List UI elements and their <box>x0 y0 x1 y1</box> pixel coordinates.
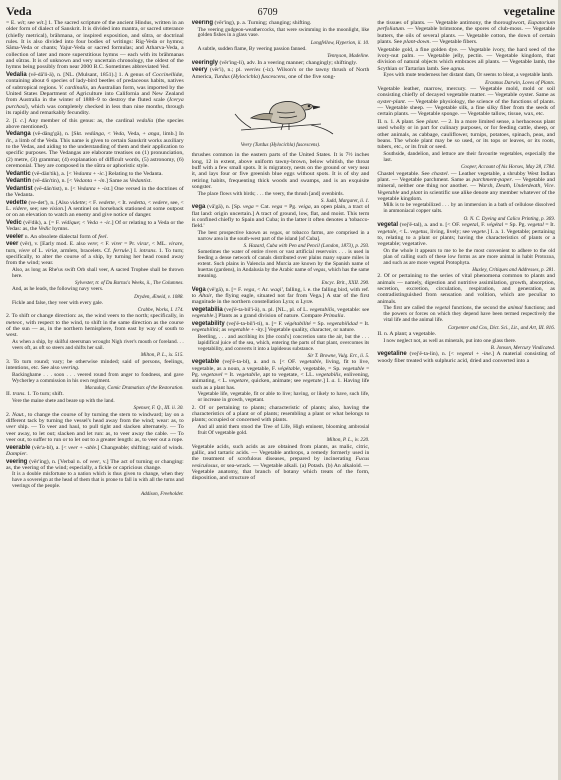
definition-text: On the whole it appears to me to be the most convenient to adhere to the old plan of calling such of these low forms as are more animal in habit Protozoa, and such as are more vegetal Protophyta. <box>383 247 556 266</box>
definition-text: (vē'dik), a. [= F. védique; < Veda + -ic.] Of or relating to a Veda or the Vedas: as, the Vedic hymns. <box>6 219 184 233</box>
entry <box>6 200 184 219</box>
definition-text: S. Hazard, Cuba with Pen and Pencil (London, 1873), p. 293. <box>243 243 370 250</box>
definition-text: Longfellow, Hyperion, ii. 10. <box>310 39 370 46</box>
entry-continuation <box>377 86 555 118</box>
definition-text: 2. To shift or change direction: as, the wind veers to the north; specifically, in meteor., with respect to the wind, to shift in the same direction as the course of the sun — as, in the northern hemisphere, from east by way of south to west. <box>6 313 184 339</box>
headword: vegetability <box>191 320 225 327</box>
entry <box>6 72 184 116</box>
definition-text: II. trans. 1. To turn; shift. <box>6 391 64 398</box>
definition-text: Sir T. Browne, Vulg. Err., ii. 5. <box>307 353 370 360</box>
citation-source <box>6 491 184 497</box>
column-left <box>6 20 184 776</box>
definition-text: (vēr'ing), n. [Verbal n. of veer, v.] The act of turning or changing: as, the veering of the wind; especially, a fickle or capricious change. <box>6 458 184 471</box>
definition-text: Erasmus Darwin, Loves of Plants. <box>485 79 556 86</box>
headword: veering <box>191 20 214 26</box>
definition-text: Milton, P. L., ix. 515. <box>140 352 184 359</box>
headword: Vedanga <box>6 131 31 138</box>
veery-bird-illustration <box>221 84 341 142</box>
definition-text: (vej'ē-tal), a. and n. [< OF. vegetal, F. végétal = Sp. Pg. vegetal = It. vegetale, < L. vegetus, living, lively; see vegete.] I. a. 1. Vegetable; pertaining to, relating to a plant or plants; having the characteristics of plants or a vegetable; vegetative. <box>377 222 556 248</box>
definition-text: Huxley, Critiques and Addresses, p. 281. <box>472 267 556 274</box>
headword: Vedantic <box>6 170 31 177</box>
definition-text: Chastel vegetable. See chastel. — Leather vegetable, a shrubby West Indian plant. — Vegetable parchment. Same as parchment-paper. — Vegetable and mineral, neither one thing nor another. — Warsh, Death, Underdeath, Vice. Vegetable and plant in scientific use alike denote any member whatever of the vegetable kingdom. <box>377 170 556 202</box>
definition-text: Backinghame . . . soon . . . veered round from anger to fondness, and gave Wycherley a commission in his own regiment. <box>12 371 184 384</box>
definition-text: (vēr'ing), p. a. Turning; changing; shifting. <box>214 20 312 26</box>
definition-text: Sylvester, tr. of Du Bartas's Weeks, ii., The Columnes. <box>74 280 184 287</box>
definition-text: Also, as long as Rhe'us swift Orb shall veer, A sacred Trophee shall be thrown here. <box>12 266 184 279</box>
definition-text: Vegetable gold, a fine golden dye. — Vegetable ivory, the hard seed of the ivory-nut palm. — Vegetable jelly, pectin. — Vegetable kingdom, that division of natural objects which embraces all plants. — Vegetable lamb, the Scythian or Tartarian lamb. See agnus. <box>377 46 556 72</box>
definition-text: It is a double misfortune to a nation which is thus given to change, when they have a sovereign at the head of them that is prone to fall in with all the turns and veerings of the people. <box>12 471 184 490</box>
quotation <box>12 399 184 405</box>
quotation <box>12 287 184 293</box>
headword: veery <box>191 67 208 74</box>
definition-text: The place flows with birds; . . . the veery, the thrush [and] ovenbirds. <box>197 190 344 197</box>
entry-continuation <box>377 119 555 151</box>
definition-text: (vēr), v. [Early mod. E. also vere; < F. virer = Pr. virar, < ML. virare, turn, viere of L. viriæ, armlets, bracelets. Cf. ferrule.] I. intrans. 1. To turn; specifically, to alter the course of a ship, by turning her head round away from the wind; wear. <box>6 241 184 267</box>
definition-text: Fickle and false, they veer with every gale. <box>12 299 104 306</box>
definition-text: (vej'ē-ta-bil'i-ti), n. [= F. végétabilité = Sp. vegetabilidad = It. vegetabilità; as vegetable + -ity.] Vegetable quality, character, or nature. <box>191 320 370 334</box>
headword: vegetal <box>377 222 399 229</box>
entry <box>192 307 370 320</box>
quotation <box>198 425 370 437</box>
headword: Vedantin <box>6 178 32 185</box>
entry <box>377 222 555 247</box>
definition-text: I now neglect not, as well as minerals, put into one glass there. <box>383 337 517 344</box>
column-middle <box>192 20 370 776</box>
headword: veeringly <box>191 59 219 66</box>
quotation <box>198 392 370 404</box>
header-guide-word-left: Veda <box>6 4 32 18</box>
definition-text: Cooper, Account of his Horses, May 28, 1784. <box>461 164 556 171</box>
definition-text: Macaulay, Comic Dramatists of the Restoration. <box>84 385 184 391</box>
definition-text: 2. Of or pertaining to plants; characteristic of plants; also, having the characteristics of a plant or of plants; resembling a plant or what belongs to plants; occupied or concerned with plants. <box>191 404 370 424</box>
headword: veering <box>6 458 28 465</box>
definition-text: B. Jonson, Mercury Vindicated. <box>490 345 556 351</box>
entry-continuation <box>377 20 555 45</box>
entry-continuation <box>6 391 184 397</box>
definition-text: Spenser, F. Q., III. ii. 30. <box>133 405 184 412</box>
definition-text: Encyc. Brit., XXII. 290. <box>321 280 370 287</box>
headword: vega <box>191 204 206 211</box>
definition-text: Vegetable life, vegetable, fit or able to live; having, or likely to have, such life, or increase in growth, vegetant. <box>197 391 370 404</box>
headword: veerable <box>6 444 31 451</box>
definition-text: The veering gudgeon-weathercocks, that were swimming in the moonlight, like golden fishes in a glass vase. <box>197 26 370 39</box>
headword: veer <box>6 241 19 248</box>
definition-text: Crabbe, Works, I. 174. <box>137 307 184 314</box>
entry <box>192 67 370 80</box>
entry-continuation <box>6 118 184 131</box>
quotation <box>383 203 555 215</box>
definition-text: Carpenter and Cox, Dict. Sci., Lit., and Art, III. 816. <box>447 324 556 331</box>
quotation <box>383 339 555 345</box>
page-header <box>6 4 555 18</box>
entry-continuation <box>192 444 370 482</box>
columns <box>6 20 555 776</box>
definition-text: II. n. A plant; a vegetable. <box>377 330 437 337</box>
definition-text: (vēr'i), n.; pl. veeries (-iz). Wilson's or the tawny thrush of North America, Turdus (Hylocichla) fuscescens, one of the five song- <box>191 67 370 80</box>
quotation <box>198 47 370 53</box>
quotation <box>198 335 370 353</box>
quotation <box>383 306 555 324</box>
entry <box>377 351 555 364</box>
definition-text: A subtle, sudden flame, By veering passion fanned. <box>197 45 307 52</box>
entry-continuation <box>377 47 555 72</box>
definition-text: (vej'ē-ta-bil'i-ä), n. pl. [NL., pl. of L. vegetabilis, vegetable: see vegetable.] Plants as a grand division of nature. Compare Primalia. <box>191 306 370 320</box>
quotation <box>198 250 370 280</box>
entry <box>6 241 184 266</box>
entry-continuation <box>6 359 184 372</box>
quotation <box>12 301 184 307</box>
entry-continuation <box>6 313 184 338</box>
quotation <box>198 192 370 198</box>
entry-continuation <box>377 171 555 203</box>
definition-text: (ve-det'), n. [Also vidette; < F. vedette, < It. vedetta, < vedere, see, < L. videre, see; see vision.] A sentinel on horseback stationed at some outpost or on an elevation to watch an enemy and give notice of danger. <box>6 199 184 219</box>
entry <box>6 186 184 199</box>
definition-text: (vē-dän'tist), n. [< Vedanta + -ist.] One versed in the doctrines of the Vedanta. <box>6 185 184 199</box>
quotation <box>12 472 184 490</box>
definition-text: And, as he leads, the following navy veers. <box>12 286 104 293</box>
headword: vegetable <box>191 359 220 366</box>
definition-text: And all amid them stood the Tree of Life, High eminent, blooming ambrosial fruit Of vegetable gold. <box>197 423 370 436</box>
definition-text: S. Judd, Margaret, ii. 1. <box>320 198 370 205</box>
headword: Vega <box>191 286 206 293</box>
entry-continuation <box>6 412 184 444</box>
definition-text: 2. Naut., to change the course of by turning the stern to windward; lay on a different tack by turning the vessel's head away from the wind; wear: as, to veer ship. — To veer and haul, to pull tight and slacken alternately. — To veer away, to let out; slacken and let run: as, to veer away the cable. — To veer out, to suffer to run or to let out to a greater length: as, to veer out a rope. <box>6 411 184 444</box>
definition-text: Addison, Freeholder. <box>140 490 184 497</box>
definition-text: 3. To turn round; vary; be otherwise minded; said of persons, feelings, intentions, etc. See also veering. <box>6 358 184 372</box>
entry <box>192 60 370 66</box>
quotation <box>383 152 555 164</box>
definition-text: (vej'ē-ta-lin), n. [< vegetal + -ine.] A material consisting of woody fiber treated with sulphuric acid, dried and converted into a <box>377 351 556 364</box>
entry-continuation <box>192 405 370 424</box>
definition-text: Vegetable leather, marrow, mercury. — Vegetable mold, mold or soil consisting chiefly of decayed vegetable matter. — Vegetable oyster. Same as oyster-plant. — Vegetable physiology, the science of the functions of plants. — Vegetable sheep. — Vegetable silk, a fine silky fiber from the seeds of certain plants. — Vegetable sponge. — Vegetable tallow, tissue, wax, etc. <box>377 85 556 118</box>
definition-text: Milk is to be vegetabilized . . . by an immersion in a bath of cellulose dissolved in ammoniacal copper salts. <box>383 202 556 215</box>
entry-continuation <box>192 152 370 190</box>
definition-text: The best prospective known as vegas, or tobacco farms, are comprised in a narrow area in the south-west part of the island [of Cuba]. <box>197 229 370 242</box>
definition-text: (vej'ē-ta-bl), a. and n. [< OF. vegetable, living, fit to live, vegetable, as a noun, a vegetable, F. végétable, vegetable, = Sp. vegetable = Pg. vegetavel = It. vegetabile, apt to vegetate, < LL. vegetabilis, enlivening, animating, < L. vegetare, quicken, animate; see vegetate.] I. a. 1. Having life such as a plant has. <box>191 359 370 391</box>
entry <box>6 178 184 184</box>
definition-text: Dryden, Æneid, v. 1088. <box>134 293 184 300</box>
definition-text: O. N. C. Dyeing and Calico Printing, p. 369. <box>463 215 556 222</box>
entry <box>192 359 370 391</box>
definition-text: 2. [l. c.] Any member of this genus: as, the cardinal vedalia (the species above mentioned). <box>6 117 184 130</box>
definition-text: thrushes common in the eastern parts of the United States. It is 7½ inches long, 12 in extent, above uniform tawny-brown, below whitish, the throat buff with a few small spots. It is migratory, nests on the ground or very near it, and lays four or five greenish blue eggs without spots. It is of shy and retiring habits, frequenting thick woods and swamps, and is an exquisite songster. <box>191 152 370 190</box>
page-number: 6709 <box>257 7 278 18</box>
header-guide-word-right: vegetaline <box>503 4 555 18</box>
definition-text: As when a ship, by skilful steersman wrought Nigh river's mouth or foreland. . . veers oft, as oft so steers and shifts her sail. <box>12 338 184 351</box>
column-right <box>377 20 555 776</box>
definition-text: (vē-däng'gä), n. [Skt. vedânga, < Veda, Veda, + anga, limb.] In lit., a limb of the Veda. This name is given to certain Sanskrit works auxiliary to the Vedas, and aiding to the understanding of them and their application to specific purposes. The Vedangas are elaborate treatises on (1) pronunciation, (2) metre, (3) grammar, (4) explanation of difficult words, (5) astronomy, (6) ceremonial. They are composed in the sûtra or aphoristic style. <box>6 131 184 170</box>
definition-text: Vegetable acids, such acids as are obtained from plants, as malic, citric, gallic, and tartaric acids. — Vegetable anthrops, a remedy formerly used in the treatment of scrofulous diseases, prepared by incinerating Fucus vesiculosus, or sea-wrack. — Vegetable alkali. (a) Potash. (b) An alkaloid. — Vegetable anatomy, that branch of botany which treats of the form, disposition, and structure of <box>191 443 370 482</box>
quotation <box>12 268 184 280</box>
entry-continuation <box>377 331 555 337</box>
definition-text: Tennyson, Madeline. <box>327 53 370 60</box>
quotation <box>198 28 370 40</box>
entry <box>6 234 184 240</box>
illustration-caption: Veery (Turdus (Hylocichla) fuscescens). <box>240 142 321 148</box>
quotation <box>198 231 370 243</box>
definition-text: (vē-dän'tin), n. [< Vedanta + -in.] Same as Vedantist. <box>32 178 152 185</box>
quotation <box>12 373 184 385</box>
definition-text: Sometimes the water of entire rivers or vast artificial reservoirs . . . is used in feeding a dense network of canals distributed over plains many square miles in extent. Such plains in Valencia and Murcia are known by the Spanish name of huertas (gardens), in Andalusia by the Arabic name of vegas, which has the same meaning. <box>197 249 370 279</box>
definition-text: Southside, dandelion, and lettuce are their favourite vegetables, especially the last. <box>383 150 556 163</box>
entry <box>6 171 184 177</box>
definition-text: (vā'gä), n. [Sp. vega = Cat. vega = Pg. veiga, an open plain, a tract of flat land: origin uncertain.] A tract of ground, low, flat, and moist. This term is confined chiefly to Spain and Cuba; in the latter it often denotes a 'tobacco-field.' <box>191 204 370 230</box>
definition-text: II. n. 1. A plant. See plant. — 2. In a more limited sense, a herbaceous plant used wholly or in part for culinary purposes, or for feeding cattle, sheep, or other animals, as cabbage, cauliflower, turnips, potatoes, spinach, peas, and beans. The whole plant may be so used, or its tops or leaves, or its roots, tubers, etc., or its fruit or seed. <box>377 118 556 151</box>
entry <box>192 204 370 229</box>
definition-text: (vē'gä), n. [= F. vega, < Ar. waqi', falling, i. e. the falling bird, with ref. to Altair, the flying eagle, situated not far from Vega.] A star of the first magnitude in the northern constellation Lyra; α Lyræ. <box>191 286 370 306</box>
headword: Vedic <box>6 219 22 226</box>
definition-text: (vēr'a-bl), a. [< veer + -able.] Changeable; shifting; said of winds. Dampier. <box>6 444 184 457</box>
definition-text: the tissues of plants. — Vegetable antimony, the thoroughwort, Eupatorium perfoliatum. — Vegetable brimstone, the spores of club-moss. — Vegetable butters, the oils of several plants. — Vegetable cotton, the down of certain plants. See plant-down. — Vegetable fibers. <box>377 20 556 46</box>
entry <box>6 220 184 233</box>
headword: vegetabilia <box>191 306 223 313</box>
definition-text: Milton, P. L., iv. 220. <box>326 437 370 444</box>
definition-text: Eyes with mute tenderness her distant dam, Or seems to bleat, a vegetable lamb. <box>383 72 554 79</box>
definition-text: = E. wit; see wit.] 1. The sacred scripture of the ancient Hindus, written in an older form of dialect of Sanskrit. It is divided into mantra, or sacred utterance (chiefly metrical), brâhmana, or inspired exposition, and sûtra, or doctrinal rules. It is also divided into four bodies of writings: Rig-Veda or hymns; Sâma-Veda or chants; Yajur-Veda or sacred formulas; and Atharva-Veda, a collection of later and more superstitious hymns — each with its brâhmanas and sûtras. It is of unknown and very uncertain chronology, the oldest of the hymns being possibly from near 2000 B.C. Sometimes abbreviated Ved. <box>6 20 184 71</box>
entry <box>6 445 184 458</box>
headword: vedette <box>6 199 28 206</box>
headword: Vedantist <box>6 185 33 192</box>
headword: veeler <box>6 233 24 240</box>
definition-text: (vēr'ing-li), adv. In a veering manner; changingly; shiftingly. <box>219 59 358 66</box>
definition-text: (vē-dän'tik), a. [< Vedanta + -ic.] Relating to the Vedanta. <box>32 170 163 177</box>
definition-text: n. An obsolete dialectal form of feel. <box>24 233 108 240</box>
entry <box>192 287 370 306</box>
definition-text: (vē-dā'li-ä), n. [NL. (Mulsant, 1851).] 1. A genus of Coccinellidæ, containing about 6 species of lady-bird beetles of predaceous habits, natives of subtropical regions. V. cardinalis, an Australian form, was imported by the United States Department of Agriculture into California and New Zealand from Australia in the winter of 1888–9 to destroy the fluted scale (Icerya purchasi), which was completely checked in less than nine months, through its rapidly and remarkably fecundity. <box>6 71 184 116</box>
definition-text: Beetling, . . . and ascribing its [the coral's] concretion unto the air, but the . . . lapidifical juice of the sea, which, entering the parts of that plant, overcomes its vegetability, and converts it into a lapideous substance. <box>197 333 370 352</box>
definition-text: The first are called the vegetal functions, the second the animal functions; and the powers or forces on which they depend have been termed respectively the vital life and the animal life. <box>383 305 556 324</box>
definition-text: 2. Of or pertaining to the series of vital phenomena common to plants and animals — namely, digestion and nutritive assimilation, growth, absorption, secretion, excretion, circulation, respiration, and generation, as contradistinguished from sensation and volition, which are peculiar to animals. <box>377 273 556 305</box>
definition-text: Vere the maine shete and beare up with the land. <box>12 397 115 404</box>
entry <box>6 131 184 169</box>
quotation <box>383 73 555 79</box>
headword: vegetaline <box>377 351 407 358</box>
entry-continuation <box>377 273 555 305</box>
illustration <box>192 84 370 149</box>
entry <box>6 459 184 472</box>
entry <box>192 321 370 334</box>
entry-continuation <box>6 20 184 71</box>
quotation <box>12 340 184 352</box>
quotation <box>383 249 555 267</box>
headword: Vedalia <box>6 71 27 78</box>
entry <box>192 20 370 26</box>
